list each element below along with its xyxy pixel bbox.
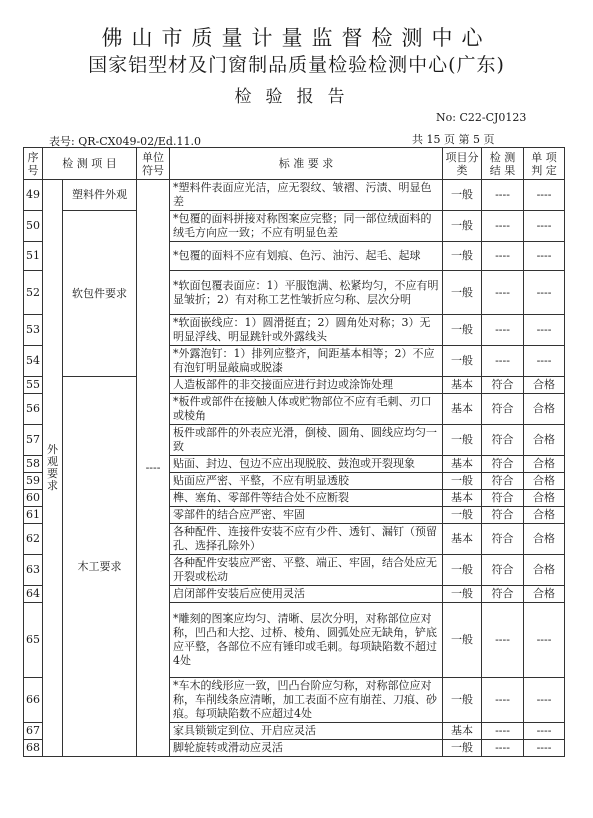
item-judgement: 合格 bbox=[524, 377, 565, 394]
item-category: 一般 bbox=[443, 555, 482, 586]
col-req: 标 准 要 求 bbox=[170, 148, 443, 180]
item-judgement: 合格 bbox=[524, 524, 565, 555]
test-result: 符合 bbox=[482, 524, 524, 555]
item-judgement: ---- bbox=[524, 211, 565, 242]
row-number: 62 bbox=[24, 524, 43, 555]
row-number: 50 bbox=[24, 211, 43, 242]
row-number: 49 bbox=[24, 180, 43, 211]
row-number: 66 bbox=[24, 678, 43, 723]
test-result: ---- bbox=[482, 678, 524, 723]
table-row bbox=[24, 180, 565, 211]
row-number: 61 bbox=[24, 507, 43, 524]
item-judgement: 合格 bbox=[524, 555, 565, 586]
item-judgement: ---- bbox=[524, 315, 565, 346]
requirement-text: 启闭部件安装后应使用灵活 bbox=[170, 586, 443, 603]
item-category: 一般 bbox=[443, 603, 482, 678]
item-judgement: ---- bbox=[524, 603, 565, 678]
item-category: 基本 bbox=[443, 456, 482, 473]
item-judgement: ---- bbox=[524, 678, 565, 723]
test-result: ---- bbox=[482, 242, 524, 271]
test-result: 符合 bbox=[482, 456, 524, 473]
test-result: ---- bbox=[482, 346, 524, 377]
unit-symbol: ---- bbox=[137, 180, 170, 757]
requirement-text: 板件或部件的外表应光滑，倒棱、圆角、圆线应均匀一致 bbox=[170, 425, 443, 456]
item-judgement: ---- bbox=[524, 346, 565, 377]
item-judgement: 合格 bbox=[524, 456, 565, 473]
item-category: 一般 bbox=[443, 678, 482, 723]
item-category: 一般 bbox=[443, 346, 482, 377]
row-number: 57 bbox=[24, 425, 43, 456]
group-plastic: 塑料件外观 bbox=[63, 180, 137, 211]
item-category: 一般 bbox=[443, 211, 482, 242]
report-number: No: C22-CJ0123 bbox=[436, 111, 527, 124]
group-main bbox=[43, 180, 63, 757]
row-number: 59 bbox=[24, 473, 43, 490]
group-main-label: 外观要求 bbox=[47, 442, 58, 492]
requirement-text: *软面嵌线应：1）圆滑挺直；2）圆角处对称；3）无明显浮线、明显跳针或外露线头 bbox=[170, 315, 443, 346]
item-judgement: ---- bbox=[524, 271, 565, 315]
test-result: 符合 bbox=[482, 586, 524, 603]
test-result: ---- bbox=[482, 603, 524, 678]
requirement-text: 榫、塞角、零部件等结合处不应断裂 bbox=[170, 490, 443, 507]
requirement-text: *雕刻的图案应均匀、清晰、层次分明，对称部位应对称，凹凸和大挖、过桥、棱角、圆弧处应无缺角，铲底应平整，各部位不应有锤印或毛刺。每项缺陷数不超过4处 bbox=[170, 603, 443, 678]
item-category: 一般 bbox=[443, 740, 482, 757]
requirement-text: 脚轮旋转或滑动应灵活 bbox=[170, 740, 443, 757]
requirement-text: *板件或部件在接触人体或贮物部位不应有毛刺、刃口或棱角 bbox=[170, 394, 443, 425]
requirement-text: 零部件的结合应严密、牢固 bbox=[170, 507, 443, 524]
col-seq: 序号 bbox=[24, 148, 43, 180]
test-result: 符合 bbox=[482, 473, 524, 490]
requirement-text: 各种配件安装应严密、平整、端正、牢固，结合处应无开裂或松动 bbox=[170, 555, 443, 586]
test-result: 符合 bbox=[482, 490, 524, 507]
item-judgement: 合格 bbox=[524, 507, 565, 524]
table-row bbox=[24, 377, 565, 394]
col-item: 检 测 项 目 bbox=[43, 148, 137, 180]
requirement-text: 家具锁锁定到位、开启应灵活 bbox=[170, 723, 443, 740]
report-title: 检验报告 bbox=[234, 87, 359, 107]
item-judgement: ---- bbox=[524, 242, 565, 271]
row-number: 52 bbox=[24, 271, 43, 315]
row-number: 58 bbox=[24, 456, 43, 473]
item-category: 一般 bbox=[443, 315, 482, 346]
row-number: 68 bbox=[24, 740, 43, 757]
requirement-text: *车木的线形应一致，凹凸台阶应匀称，对称部位应对称，车削线条应清晰，加工表面不应有崩茬、刀痕、砂痕。每项缺陷数不应超过4处 bbox=[170, 678, 443, 723]
item-category: 基本 bbox=[443, 490, 482, 507]
requirement-text: *包覆的面料拼接对称图案应完整；同一部位绒面料的绒毛方向应一致；不应有明显色差 bbox=[170, 211, 443, 242]
item-category: 一般 bbox=[443, 425, 482, 456]
test-result: 符合 bbox=[482, 377, 524, 394]
requirement-text: *软面包覆表面应：1）平服饱满、松紧均匀，不应有明显皱折；2）有对称工艺性皱折应匀称、层次分明 bbox=[170, 271, 443, 315]
item-judgement: ---- bbox=[524, 740, 565, 757]
row-number: 54 bbox=[24, 346, 43, 377]
row-number: 65 bbox=[24, 603, 43, 678]
item-judgement: ---- bbox=[524, 180, 565, 211]
row-number: 51 bbox=[24, 242, 43, 271]
requirement-text: *外露泡钉：1）排列应整齐，间距基本相等；2）不应有泡钉明显敲扁或脱漆 bbox=[170, 346, 443, 377]
test-result: 符合 bbox=[482, 425, 524, 456]
item-category: 一般 bbox=[443, 507, 482, 524]
row-number: 60 bbox=[24, 490, 43, 507]
header-row bbox=[24, 148, 565, 180]
row-number: 64 bbox=[24, 586, 43, 603]
test-result: ---- bbox=[482, 180, 524, 211]
col-unit: 单位符号 bbox=[137, 148, 170, 180]
col-judge: 单 项 判 定 bbox=[524, 148, 565, 180]
col-result: 检 测 结 果 bbox=[482, 148, 524, 180]
test-result: ---- bbox=[482, 211, 524, 242]
table-row bbox=[24, 211, 565, 242]
item-category: 基本 bbox=[443, 524, 482, 555]
row-number: 67 bbox=[24, 723, 43, 740]
row-number: 55 bbox=[24, 377, 43, 394]
item-category: 基本 bbox=[443, 723, 482, 740]
item-judgement: 合格 bbox=[524, 394, 565, 425]
group-soft: 软包件要求 bbox=[63, 211, 137, 377]
col-cat: 项目分类 bbox=[443, 148, 482, 180]
test-result: ---- bbox=[482, 315, 524, 346]
row-number: 56 bbox=[24, 394, 43, 425]
item-judgement: 合格 bbox=[524, 425, 565, 456]
requirement-text: 人造板部件的非交接面应进行封边或涂饰处理 bbox=[170, 377, 443, 394]
item-judgement: ---- bbox=[524, 723, 565, 740]
item-category: 一般 bbox=[443, 180, 482, 211]
item-category: 基本 bbox=[443, 377, 482, 394]
requirement-text: *包覆的面料不应有划痕、色污、油污、起毛、起球 bbox=[170, 242, 443, 271]
requirement-text: 贴面应严密、平整，不应有明显透胶 bbox=[170, 473, 443, 490]
test-result: ---- bbox=[482, 723, 524, 740]
item-judgement: 合格 bbox=[524, 586, 565, 603]
item-category: 一般 bbox=[443, 242, 482, 271]
item-category: 一般 bbox=[443, 473, 482, 490]
item-category: 基本 bbox=[443, 394, 482, 425]
requirement-text: 各种配件、连接件安装不应有少件、透钉、漏钉（预留孔、选择孔除外） bbox=[170, 524, 443, 555]
test-result: 符合 bbox=[482, 555, 524, 586]
group-wood: 木工要求 bbox=[63, 377, 137, 757]
test-result: ---- bbox=[482, 740, 524, 757]
row-number: 63 bbox=[24, 555, 43, 586]
form-number: 表号: QR-CX049-02/Ed.11.0 bbox=[49, 135, 201, 148]
requirement-text: *塑料件表面应光洁，应无裂纹、皱褶、污渍、明显色差 bbox=[170, 180, 443, 211]
item-category: 一般 bbox=[443, 586, 482, 603]
title-national-center: 国家铝型材及门窗制品质量检验检测中心(广东) bbox=[88, 54, 505, 76]
item-judgement: 合格 bbox=[524, 490, 565, 507]
title-center: 佛山市质量计量监督检测中心 bbox=[101, 26, 492, 50]
item-judgement: 合格 bbox=[524, 473, 565, 490]
item-category: 一般 bbox=[443, 271, 482, 315]
row-number: 53 bbox=[24, 315, 43, 346]
page-count: 共 15 页 第 5 页 bbox=[412, 133, 495, 146]
test-result: 符合 bbox=[482, 394, 524, 425]
requirement-text: 贴面、封边、包边不应出现脱胶、鼓泡或开裂现象 bbox=[170, 456, 443, 473]
test-result: 符合 bbox=[482, 507, 524, 524]
test-result: ---- bbox=[482, 271, 524, 315]
inspection-table bbox=[23, 147, 565, 757]
